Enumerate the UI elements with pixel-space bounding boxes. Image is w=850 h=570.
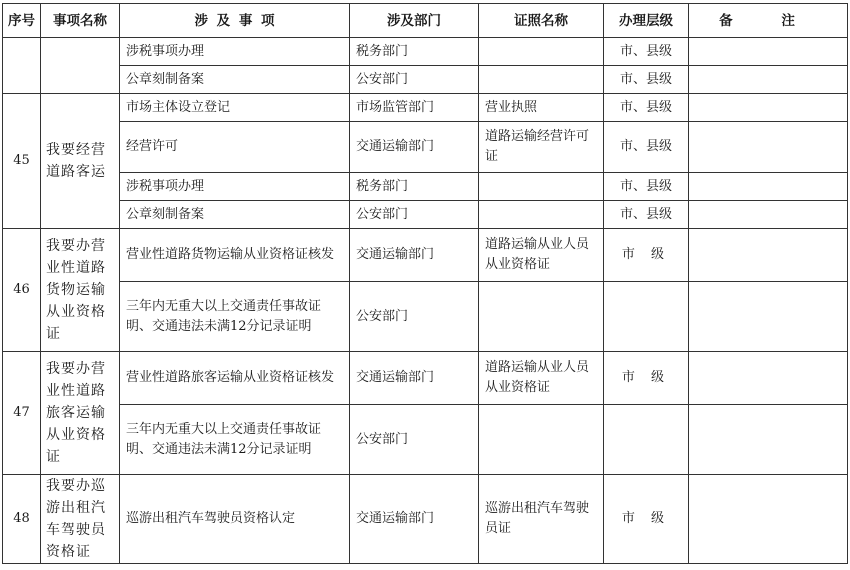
level-cell: 市、县级 — [604, 173, 689, 201]
dept-cell: 市场监管部门 — [350, 94, 479, 122]
level-cell — [604, 405, 689, 475]
table-row — [3, 94, 848, 122]
item-cell: 公章刻制备案 — [120, 66, 350, 94]
level-cell: 市、县级 — [604, 66, 689, 94]
dept-cell: 交通运输部门 — [350, 229, 479, 282]
level-cell: 市、县级 — [604, 94, 689, 122]
item-cell: 市场主体设立登记 — [120, 94, 350, 122]
dept-cell: 交通运输部门 — [350, 352, 479, 405]
name-cell — [41, 38, 120, 94]
note-cell — [689, 173, 848, 201]
item-cell: 三年内无重大以上交通责任事故证明、交通违法未满12分记录证明 — [120, 405, 350, 475]
dept-cell: 税务部门 — [350, 38, 479, 66]
item-cell: 巡游出租汽车驾驶员资格认定 — [120, 475, 350, 564]
table-row — [3, 282, 848, 352]
note-cell — [689, 229, 848, 282]
note-cell — [689, 405, 848, 475]
level-cell: 市、县级 — [604, 38, 689, 66]
item-cell: 公章刻制备案 — [120, 201, 350, 229]
item-cell: 涉税事项办理 — [120, 38, 350, 66]
item-cell: 营业性道路货物运输从业资格证核发 — [120, 229, 350, 282]
name-cell: 我要办巡游出租汽车驾驶员资格证 — [41, 475, 120, 564]
license-cell — [479, 201, 604, 229]
seq-cell — [3, 38, 41, 94]
note-cell — [689, 352, 848, 405]
header-seq: 序号 — [3, 4, 41, 38]
note-cell — [689, 94, 848, 122]
dept-cell: 公安部门 — [350, 405, 479, 475]
table-row — [3, 229, 848, 282]
name-cell: 我要经营道路客运 — [41, 94, 120, 229]
note-cell — [689, 282, 848, 352]
dept-cell: 公安部门 — [350, 66, 479, 94]
table-row — [3, 201, 848, 229]
header-name: 事项名称 — [41, 4, 120, 38]
service-items-table — [2, 3, 848, 564]
dept-cell: 公安部门 — [350, 201, 479, 229]
license-cell: 道路运输从业人员从业资格证 — [479, 352, 604, 405]
name-cell: 我要办营业性道路旅客运输从业资格证 — [41, 352, 120, 475]
level-cell: 市 级 — [604, 352, 689, 405]
item-cell: 涉税事项办理 — [120, 173, 350, 201]
dept-cell: 公安部门 — [350, 282, 479, 352]
license-cell — [479, 173, 604, 201]
header-license: 证照名称 — [479, 4, 604, 38]
item-cell: 营业性道路旅客运输从业资格证核发 — [120, 352, 350, 405]
table-row — [3, 66, 848, 94]
level-cell: 市、县级 — [604, 122, 689, 173]
level-cell: 市、县级 — [604, 201, 689, 229]
license-cell: 道路运输经营许可证 — [479, 122, 604, 173]
license-cell — [479, 282, 604, 352]
dept-cell: 交通运输部门 — [350, 122, 479, 173]
table-row — [3, 173, 848, 201]
license-cell: 营业执照 — [479, 94, 604, 122]
license-cell — [479, 405, 604, 475]
header-department: 涉及部门 — [350, 4, 479, 38]
header-level: 办理层级 — [604, 4, 689, 38]
seq-cell: 48 — [3, 475, 41, 564]
note-cell — [689, 66, 848, 94]
table-row — [3, 122, 848, 173]
header-note: 备 注 — [689, 4, 848, 38]
table-row — [3, 475, 848, 564]
note-cell — [689, 201, 848, 229]
seq-cell: 46 — [3, 229, 41, 352]
license-cell: 巡游出租汽车驾驶员证 — [479, 475, 604, 564]
level-cell: 市 级 — [604, 475, 689, 564]
table-row — [3, 352, 848, 405]
level-cell — [604, 282, 689, 352]
seq-cell: 45 — [3, 94, 41, 229]
table-row — [3, 405, 848, 475]
license-cell — [479, 66, 604, 94]
dept-cell: 税务部门 — [350, 173, 479, 201]
name-cell: 我要办营业性道路货物运输从业资格证 — [41, 229, 120, 352]
note-cell — [689, 122, 848, 173]
table-row — [3, 38, 848, 66]
level-cell: 市 级 — [604, 229, 689, 282]
item-cell: 经营许可 — [120, 122, 350, 173]
note-cell — [689, 475, 848, 564]
table-header-row — [3, 4, 848, 38]
note-cell — [689, 38, 848, 66]
header-involved-items: 涉 及 事 项 — [120, 4, 350, 38]
dept-cell: 交通运输部门 — [350, 475, 479, 564]
license-cell — [479, 38, 604, 66]
seq-cell: 47 — [3, 352, 41, 475]
item-cell: 三年内无重大以上交通责任事故证明、交通违法未满12分记录证明 — [120, 282, 350, 352]
license-cell: 道路运输从业人员从业资格证 — [479, 229, 604, 282]
